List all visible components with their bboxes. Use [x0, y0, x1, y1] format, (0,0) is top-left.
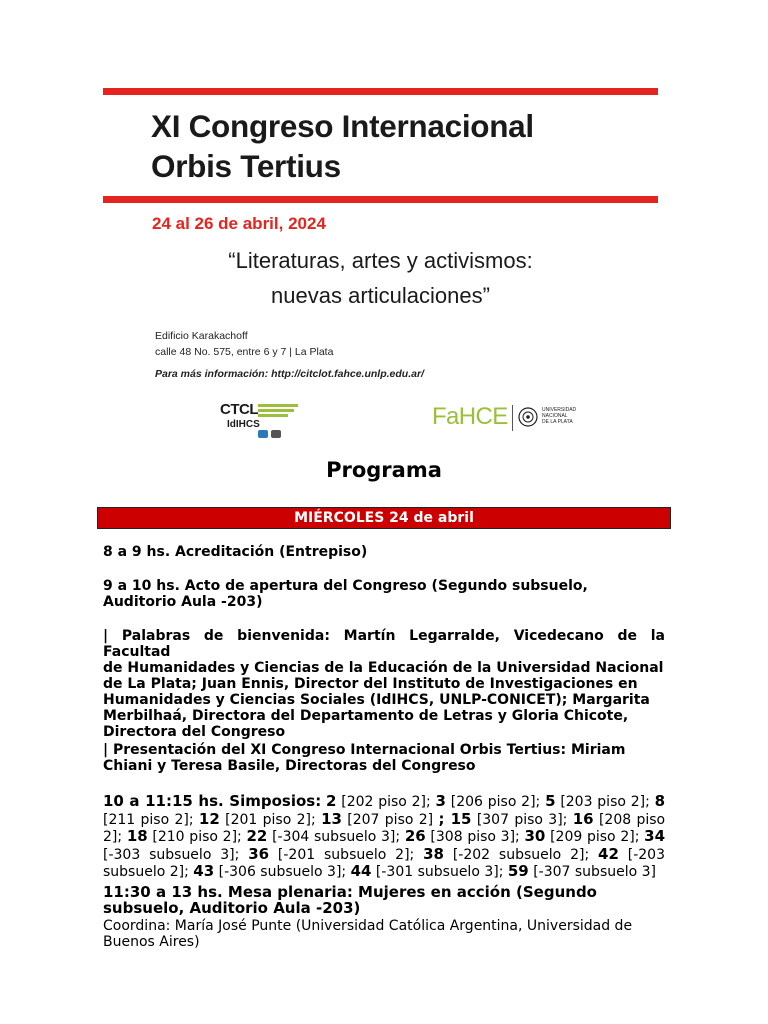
theme-line-1: “Literaturas, artes y activismos:: [228, 248, 533, 273]
congress-dates: 24 al 26 de abril, 2024: [152, 214, 326, 233]
simposio-room: [210 piso 2];: [152, 829, 242, 845]
simposio-number: ; 15: [438, 809, 472, 828]
simposio-number: 30: [524, 827, 546, 845]
coordina-line-1: Coordina: María José Punte (Universidad Católica Argentina, Universidad de: [103, 918, 633, 934]
item-simposios: [103, 793, 665, 881]
logo-divider: [512, 405, 513, 431]
simposio-room: [-301 subsuelo 3];: [375, 864, 504, 880]
simposio-number: 43: [193, 862, 215, 880]
simposio-room: [201 piso 2];: [225, 811, 316, 828]
congress-banner: [103, 88, 658, 448]
simposio-room: [-304 subsuelo 3];: [272, 829, 401, 845]
unlp-text-line-2: NACIONAL: [542, 413, 568, 419]
simposio-room: [207 piso 2]: [347, 811, 434, 828]
simposio-number: 26: [404, 827, 426, 845]
congress-title-line-1: XI Congreso Internacional: [151, 108, 534, 144]
simposio-number: 18: [126, 827, 148, 845]
item-presentacion: [103, 742, 665, 774]
simposio-room: [-307 subsuelo 3]: [533, 864, 656, 880]
banner-top-rule: [103, 88, 658, 95]
item-coordina: [103, 918, 665, 950]
venue-street: calle 48 No. 575, entre 6 y 7 | La Plata: [155, 346, 334, 358]
simposio-room: [-303 subsuelo 3];: [103, 846, 240, 863]
info-link[interactable]: Para más información: http://citclot.fahce.unlp.edu.ar/: [155, 368, 424, 380]
simposio-room: [308 piso 3];: [430, 829, 520, 845]
banner-mid-rule: [103, 196, 658, 203]
unlp-text-line-3: DE LA PLATA: [542, 419, 573, 425]
bienvenida-line-3: de La Plata; Juan Ennis, Director del Instituto de Investigaciones en: [103, 676, 638, 692]
idihcs-logo-marks: [258, 423, 298, 432]
plenaria-line-2: subsuelo, Auditorio Aula -203): [103, 899, 361, 917]
fahce-logo-text: FaHCE: [432, 403, 508, 430]
coordina-line-2: Buenos Aires): [103, 934, 200, 950]
fahce-unlp-logo: [432, 403, 577, 433]
congress-theme: [103, 243, 658, 313]
simposio-number: 42: [598, 844, 619, 863]
simposio-number: 34: [644, 827, 666, 845]
simposio-number: 36: [248, 844, 270, 863]
simposio-room: [-202 subsuelo 2];: [452, 846, 590, 863]
ctcl-logo-text: CTCL: [220, 401, 258, 418]
simposio-number: 22: [246, 827, 268, 845]
ctcl-idihcs-logo: [220, 401, 310, 437]
simposio-room: [307 piso 3];: [476, 811, 568, 828]
apertura-line-1: 9 a 10 hs. Acto de apertura del Congreso (Segundo subsuelo,: [103, 578, 588, 594]
simposio-number: 8: [654, 792, 666, 810]
simposio-number: 5: [545, 792, 556, 810]
simposio-room: [-203 subsuelo 2];: [103, 846, 666, 880]
apertura-line-2: Auditorio Aula -203): [103, 594, 263, 610]
simposio-number: 44: [350, 862, 372, 880]
simposio-room: [202 piso 2];: [341, 794, 431, 810]
bienvenida-line-5: Merbilhaá, Directora del Departamento de Letras y Gloria Chicote,: [103, 708, 629, 724]
simposio-number: 3: [435, 792, 446, 810]
simposio-number: 13: [321, 809, 342, 828]
simposio-room: [203 piso 2];: [560, 794, 650, 810]
simposio-number: 59: [507, 862, 529, 880]
plenaria-line-1: 11:30 a 13 hs. Mesa plenaria: Mujeres en acción (Segundo: [103, 883, 597, 901]
congress-title-line-2: Orbis Tertius: [151, 148, 341, 184]
bienvenida-line-2: de Humanidades y Ciencias de la Educación de la Universidad Nacional: [103, 660, 664, 676]
item-bienvenida: [103, 628, 665, 740]
program-heading: Programa: [326, 458, 442, 482]
bienvenida-line-4: Humanidades y Ciencias Sociales (IdIHCS, UNLP-CONICET); Margarita: [103, 692, 650, 708]
presentacion-line-2: Chiani y Teresa Basile, Directoras del Congreso: [103, 758, 476, 774]
idihcs-logo-text: IdIHCS: [227, 419, 260, 430]
simposio-room: [206 piso 2];: [450, 794, 541, 810]
simposio-number: 12: [198, 809, 220, 828]
simposio-room: [209 piso 2];: [550, 829, 640, 845]
item-plenaria: [103, 884, 665, 916]
item-apertura: [103, 578, 665, 610]
bienvenida-line-6: Directora del Congreso: [103, 724, 286, 740]
bienvenida-line-1: | Palabras de bienvenida: Martín Legarralde, Vicedecano de la Facultad: [103, 628, 665, 660]
simposio-room: [208 piso 2];: [103, 811, 666, 845]
simposio-room: [211 piso 2];: [103, 811, 194, 828]
simposio-room: [-201 subsuelo 2];: [277, 846, 415, 863]
theme-line-2: nuevas articulaciones”: [271, 283, 490, 308]
presentacion-line-1: | Presentación del XI Congreso Internacional Orbis Tertius: Miriam: [103, 742, 626, 758]
venue-building: Edificio Karakachoff: [155, 330, 248, 342]
ctcl-logo-tagline: [258, 404, 300, 420]
simposio-number: 38: [423, 844, 444, 863]
simposios-label: 10 a 11:15 hs. Simposios:: [103, 792, 322, 810]
item-acreditacion: 8 a 9 hs. Acreditación (Entrepiso): [103, 544, 368, 560]
simposio-number: 2: [326, 792, 337, 810]
day-header: MIÉRCOLES 24 de abril: [97, 507, 671, 529]
unlp-logo-text: [542, 407, 576, 425]
venue-address: [155, 328, 333, 360]
unlp-seal-icon: [518, 406, 538, 428]
unlp-text-line-1: UNIVERSIDAD: [542, 407, 577, 413]
simposio-room: [-306 subsuelo 3];: [218, 864, 347, 880]
simposio-number: 16: [572, 809, 594, 828]
congress-title: [151, 106, 534, 186]
